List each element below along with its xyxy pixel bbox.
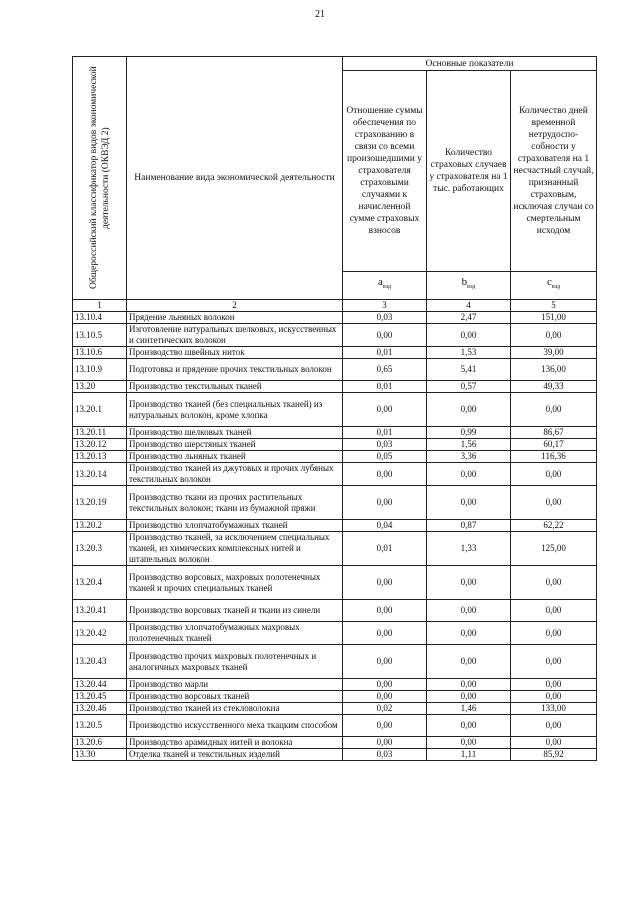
- value-b-cell: 0,00: [427, 566, 511, 600]
- table-row: [73, 451, 597, 463]
- table-row: [73, 645, 597, 679]
- col-number: 4: [427, 300, 511, 312]
- activity-name-cell: Производство марли: [127, 679, 343, 691]
- table-row: [73, 439, 597, 451]
- table-row: [73, 532, 597, 566]
- table-row: [73, 324, 597, 347]
- activity-name-cell: Производство текстильных тканей: [127, 381, 343, 393]
- activity-name-cell: Производство арамидных нитей и волокна: [127, 737, 343, 749]
- activity-name-cell: Производство прочих махровых полотенечных и аналогичных махровых тканей: [127, 645, 343, 679]
- activity-name-cell: Подготовка и прядение прочих текстильных волокон: [127, 359, 343, 381]
- activity-name-cell: Производство шелковых тканей: [127, 427, 343, 439]
- value-a-cell: 0,00: [343, 600, 427, 622]
- value-b-cell: 0,57: [427, 381, 511, 393]
- value-a-cell: 0,02: [343, 703, 427, 715]
- table-row: [73, 520, 597, 532]
- value-c-cell: 0,00: [511, 645, 597, 679]
- okved-code-cell: 13.20.42: [73, 622, 127, 645]
- value-a-cell: 0,00: [343, 486, 427, 520]
- value-a-cell: 0,01: [343, 347, 427, 359]
- okved-code-cell: 13.20.3: [73, 532, 127, 566]
- value-b-cell: 0,99: [427, 427, 511, 439]
- activity-name-cell: Производство искусственного меха ткацким способом: [127, 715, 343, 737]
- value-b-cell: 0,00: [427, 393, 511, 427]
- activity-name-cell: Производство ворсовых тканей и ткани из синели: [127, 600, 343, 622]
- okved-code-cell: 13.10.5: [73, 324, 127, 347]
- value-a-cell: 0,00: [343, 324, 427, 347]
- okved-code-cell: 13.20.44: [73, 679, 127, 691]
- activity-name-cell: Производство тканей из джутовых и прочих лубяных текстильных волокон: [127, 463, 343, 486]
- value-a-cell: 0,00: [343, 566, 427, 600]
- okved-code-cell: 13.20: [73, 381, 127, 393]
- okved-code-cell: 13.20.46: [73, 703, 127, 715]
- activity-name-cell: Изготовление натуральных шелковых, искусственных и синтетических волокон: [127, 324, 343, 347]
- okved-code-cell: 13.20.41: [73, 600, 127, 622]
- value-b-cell: 0,00: [427, 486, 511, 520]
- value-b-cell: 0,00: [427, 600, 511, 622]
- value-b-cell: 2,47: [427, 312, 511, 324]
- okved-code-cell: 13.20.2: [73, 520, 127, 532]
- value-b-cell: 5,41: [427, 359, 511, 381]
- okved-code-cell: 13.20.13: [73, 451, 127, 463]
- col-b-header: Количество страховых случаев у страхователя на 1 тыс. работающих: [427, 71, 511, 272]
- value-a-cell: 0,65: [343, 359, 427, 381]
- value-c-cell: 0,00: [511, 566, 597, 600]
- value-a-cell: 0,01: [343, 381, 427, 393]
- okved-header: Общероссийский классификатор видов экономической деятельности (ОКВЭД 2): [73, 57, 127, 300]
- activity-name-cell: Производство ворсовых, махровых полотенечных тканей и прочих специальных тканей: [127, 566, 343, 600]
- okved-code-cell: 13.20.4: [73, 566, 127, 600]
- value-a-cell: 0,00: [343, 463, 427, 486]
- okved-code-cell: 13.20.11: [73, 427, 127, 439]
- value-c-cell: 0,00: [511, 486, 597, 520]
- value-c-cell: 151,00: [511, 312, 597, 324]
- value-a-cell: 0,04: [343, 520, 427, 532]
- okved-code-cell: 13.20.5: [73, 715, 127, 737]
- value-b-cell: 0,00: [427, 463, 511, 486]
- okved-code-cell: 13.10.9: [73, 359, 127, 381]
- value-a-cell: 0,03: [343, 749, 427, 761]
- value-a-cell: 0,03: [343, 439, 427, 451]
- value-c-cell: 136,00: [511, 359, 597, 381]
- value-a-cell: 0,00: [343, 737, 427, 749]
- activity-name-cell: Отделка тканей и текстильных изделий: [127, 749, 343, 761]
- activity-name-cell: Производство хлопчатобумажных тканей: [127, 520, 343, 532]
- table-row: [73, 463, 597, 486]
- value-a-cell: 0,00: [343, 393, 427, 427]
- value-b-cell: 1,53: [427, 347, 511, 359]
- value-c-cell: 0,00: [511, 691, 597, 703]
- value-c-cell: 49,33: [511, 381, 597, 393]
- table-row: [73, 381, 597, 393]
- value-c-cell: 86,67: [511, 427, 597, 439]
- symbol-c: $c_{вэд}$: [511, 271, 597, 299]
- value-c-cell: 125,00: [511, 532, 597, 566]
- value-c-cell: 0,00: [511, 600, 597, 622]
- value-a-cell: 0,01: [343, 532, 427, 566]
- okved-code-cell: 13.20.1: [73, 393, 127, 427]
- main-indicators-header: Основные показатели: [343, 57, 597, 71]
- table-row: [73, 600, 597, 622]
- value-c-cell: 60,17: [511, 439, 597, 451]
- table-row: [73, 737, 597, 749]
- value-c-cell: 0,00: [511, 463, 597, 486]
- value-b-cell: 0,00: [427, 622, 511, 645]
- activity-name-cell: Производство тканей, за исключением специальных тканей, из химических комплексных нитей и штапельных волокон: [127, 532, 343, 566]
- value-c-cell: 0,00: [511, 393, 597, 427]
- table-row: [73, 703, 597, 715]
- value-a-cell: 0,00: [343, 691, 427, 703]
- activity-name-cell: Прядение льняных волокон: [127, 312, 343, 324]
- table-row: [73, 359, 597, 381]
- value-c-cell: 39,00: [511, 347, 597, 359]
- col-number: 2: [127, 300, 343, 312]
- col-c-header: Количество дней временной нетрудоспо-собности у страхователя на 1 несчастный случай, признанный страховым, исключая случаи со смертельным исходом: [511, 71, 597, 272]
- okved-code-cell: 13.20.14: [73, 463, 127, 486]
- activity-name-cell: Производство тканей из стекловолокна: [127, 703, 343, 715]
- value-c-cell: 0,00: [511, 679, 597, 691]
- value-a-cell: 0,00: [343, 679, 427, 691]
- table-row: [73, 715, 597, 737]
- value-a-cell: 0,05: [343, 451, 427, 463]
- value-a-cell: 0,00: [343, 622, 427, 645]
- okved-code-cell: 13.20.6: [73, 737, 127, 749]
- value-c-cell: 0,00: [511, 715, 597, 737]
- value-b-cell: 1,11: [427, 749, 511, 761]
- value-b-cell: 0,00: [427, 645, 511, 679]
- value-b-cell: 1,56: [427, 439, 511, 451]
- symbol-b: $b_{вэд}$: [427, 271, 511, 299]
- value-c-cell: 85,92: [511, 749, 597, 761]
- okved-code-cell: 13.20.45: [73, 691, 127, 703]
- value-c-cell: 133,00: [511, 703, 597, 715]
- okved-code-cell: 13.20.19: [73, 486, 127, 520]
- value-b-cell: 0,00: [427, 715, 511, 737]
- okved-code-cell: 13.10.4: [73, 312, 127, 324]
- value-a-cell: 0,03: [343, 312, 427, 324]
- value-b-cell: 0,00: [427, 691, 511, 703]
- value-c-cell: 116,36: [511, 451, 597, 463]
- activity-name-cell: Производство льняных тканей: [127, 451, 343, 463]
- activity-name-cell: Производство ткани из прочих растительных текстильных волокон; ткани из бумажной пряжи: [127, 486, 343, 520]
- table-row: [73, 749, 597, 761]
- table-row: [73, 393, 597, 427]
- table-row: [73, 566, 597, 600]
- value-a-cell: 0,00: [343, 645, 427, 679]
- symbol-a: $a_{вэд}$: [343, 271, 427, 299]
- indicators-table: [72, 56, 597, 761]
- activity-name-cell: Производство ворсовых тканей: [127, 691, 343, 703]
- value-b-cell: 0,87: [427, 520, 511, 532]
- okved-code-cell: 13.20.43: [73, 645, 127, 679]
- value-c-cell: 0,00: [511, 622, 597, 645]
- value-b-cell: 0,00: [427, 679, 511, 691]
- table-row: [73, 622, 597, 645]
- table-row: [73, 312, 597, 324]
- page-number: 21: [315, 9, 325, 20]
- value-a-cell: 0,01: [343, 427, 427, 439]
- col-a-header: Отношение суммы обеспечения по страхованию в связи со всеми произошедшими у страхователя страховыми случаями к начисленной сумме страховых взносов: [343, 71, 427, 272]
- table-row: [73, 679, 597, 691]
- table-row: [73, 691, 597, 703]
- okved-code-cell: 13.10.6: [73, 347, 127, 359]
- value-c-cell: 0,00: [511, 324, 597, 347]
- activity-name-cell: Производство тканей (без специальных тканей) из натуральных волокон, кроме хлопка: [127, 393, 343, 427]
- col-number: 3: [343, 300, 427, 312]
- value-b-cell: 1,46: [427, 703, 511, 715]
- okved-code-cell: 13.30: [73, 749, 127, 761]
- value-b-cell: 0,00: [427, 737, 511, 749]
- value-b-cell: 1,33: [427, 532, 511, 566]
- activity-name-cell: Производство хлопчатобумажных махровых полотенечных тканей: [127, 622, 343, 645]
- col-number: 1: [73, 300, 127, 312]
- value-a-cell: 0,00: [343, 715, 427, 737]
- activity-name-cell: Производство шерстяных тканей: [127, 439, 343, 451]
- value-b-cell: 3,36: [427, 451, 511, 463]
- okved-code-cell: 13.20.12: [73, 439, 127, 451]
- table-row: [73, 347, 597, 359]
- value-c-cell: 62,22: [511, 520, 597, 532]
- activity-name-header: Наименование вида экономической деятельности: [127, 57, 343, 300]
- table-row: [73, 486, 597, 520]
- value-c-cell: 0,00: [511, 737, 597, 749]
- col-number: 5: [511, 300, 597, 312]
- table-row: [73, 427, 597, 439]
- value-b-cell: 0,00: [427, 324, 511, 347]
- activity-name-cell: Производство швейных ниток: [127, 347, 343, 359]
